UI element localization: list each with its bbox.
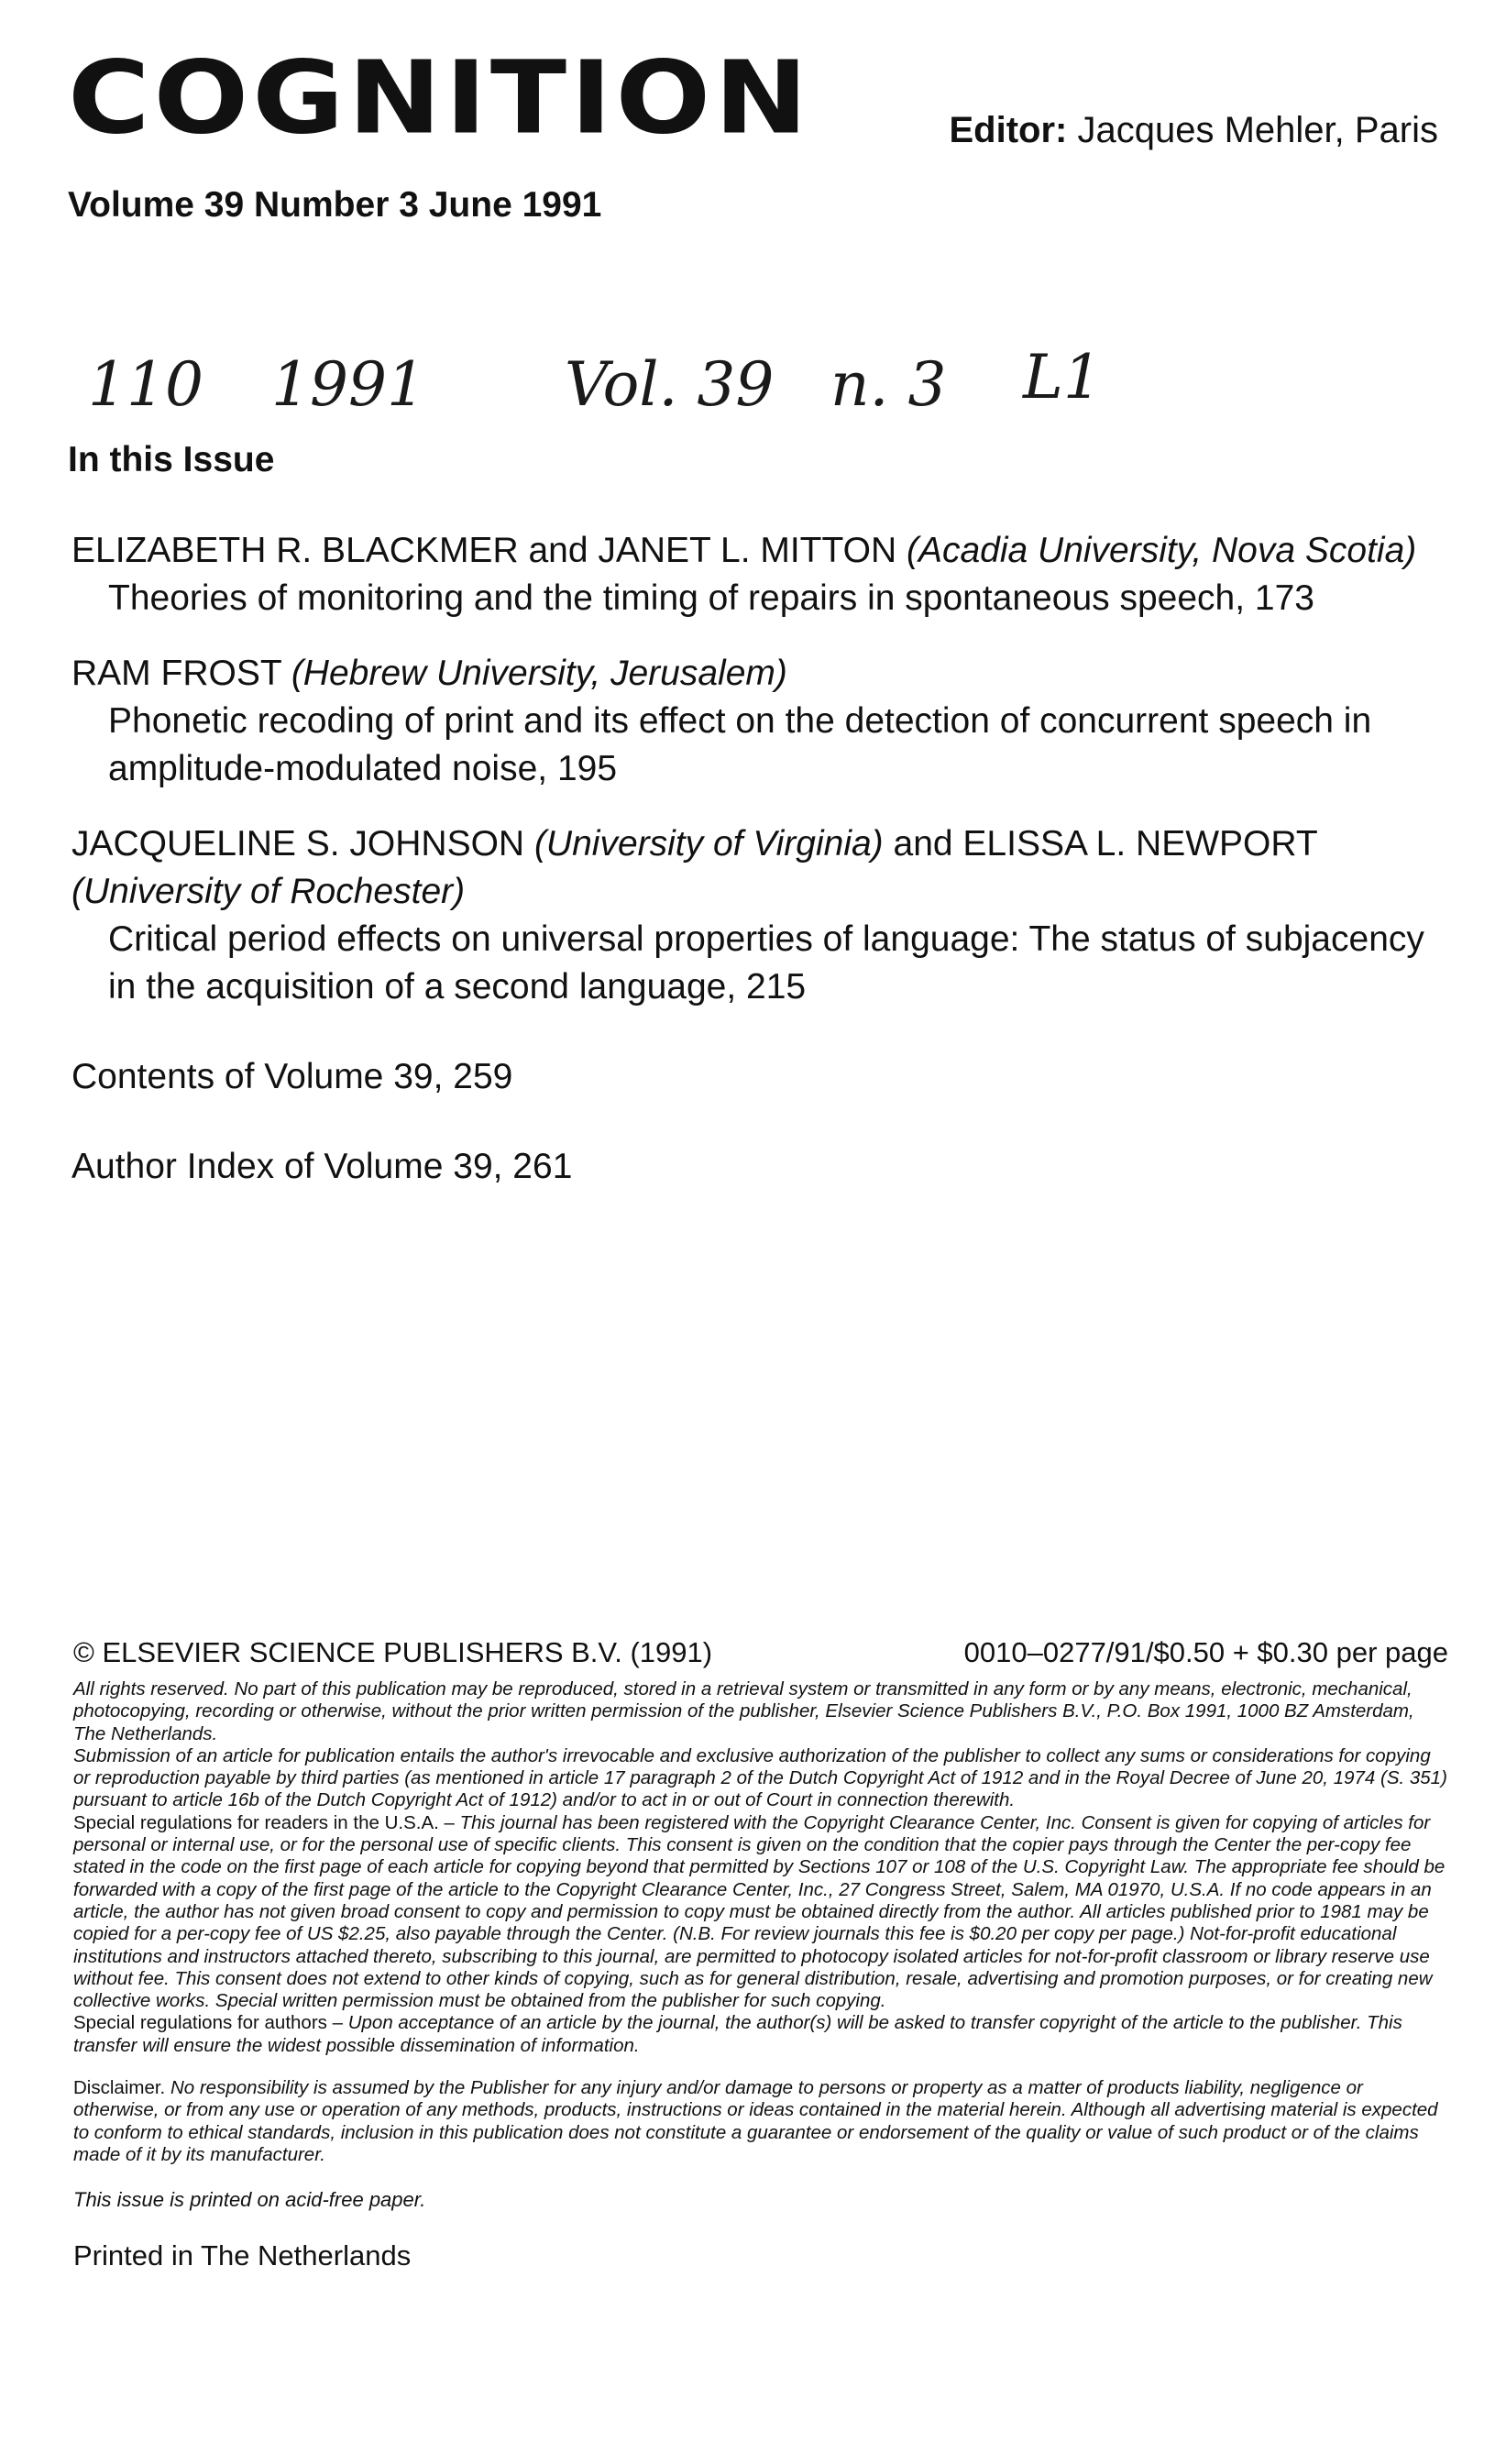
article-entry bbox=[71, 650, 1446, 793]
author-affiliation: (University of Rochester) bbox=[71, 872, 466, 911]
handwritten-volume: Vol. 39 bbox=[565, 349, 775, 420]
printed-in: Printed in The Netherlands bbox=[73, 2239, 412, 2272]
article-entry bbox=[71, 820, 1446, 1011]
usa-regulations-text: This journal has been registered with the Copyright Clearance Center, Inc. Consent is given for copying of articles for personal or internal use, or for the personal use of specific clients. This consent is given on the condition that the copier pays through the Center the per-copy fee stated in the code on the first page of each article for copying beyond that permitted by Sections 107 or 108 of the U.S. Copyright Law. The appropriate fee should be forwarded with a copy of the first page of the article to the Copyright Clearance Center, Inc., 27 Congress Street, Salem, MA 01970, U.S.A. If no code appears in an article, the author has not given broad consent to copy and permission to copy must be obtained directly from the author. All articles published prior to 1981 may be copied for a per-copy fee of US $2.25, also payable through the Center. (N.B. For review journals this fee is $0.20 per copy per page.) Not-for-profit educational institutions and instructors attached thereto, subscribing to this journal, are permitted to photocopy isolated articles for not-for-profit classroom or library reserve use without fee. This consent does not extend to other kinds of copying, such as for general distribution, resale, advertising and promotion purposes, or for creating new collective works. Special written permission must be obtained from the publisher for such copying. bbox=[73, 1811, 1446, 2012]
journal-logo: COGNITION bbox=[68, 39, 812, 157]
article-entry bbox=[71, 527, 1446, 622]
article-title: Phonetic recoding of print and its effect on the detection of concurrent speech in amplitude-modulated noise, 195 bbox=[108, 701, 1372, 788]
table-of-contents bbox=[71, 527, 1446, 1233]
submission-statement: Submission of an article for publication entails the author's irrevocable and exclusive authorization of the publisher to collect any sums or considerations for copying or reproduction payable by third parties (as mentioned in article 17 paragraph 2 of the Dutch Copyright Act of 1912 and in the Royal Decree of June 20, 1974 (S. 351) pursuant to article 16b of the Dutch Copyright Act of 1912) and/or to act in or out of Court in connection therewith. bbox=[73, 1744, 1447, 1811]
author-names: RAM FROST bbox=[71, 654, 281, 693]
handwritten-year: 1991 bbox=[271, 349, 425, 420]
usa-regulations-label: Special regulations for readers in the U.S.A. – bbox=[73, 1811, 455, 1833]
copyright-line bbox=[73, 1636, 1448, 1669]
author-affiliation: (Acadia University, Nova Scotia) bbox=[906, 531, 1417, 570]
article-title: Critical period effects on universal properties of language: The status of subjacency in the acquisition of a second language, 215 bbox=[108, 919, 1424, 1006]
contents-line: Contents of Volume 39, 259 bbox=[71, 1057, 513, 1096]
rights-statement: All rights reserved. No part of this publication may be reproduced, stored in a retrieval system or transmitted in any form or by any means, electronic, mechanical, photocopying, recording or otherwise, without the prior written permission of the publisher, Elsevier Science Publishers B.V., P.O. Box 1991, 1000 BZ Amsterdam, The Netherlands. bbox=[73, 1678, 1414, 1744]
article-title: Theories of monitoring and the timing of repairs in spontaneous speech, 173 bbox=[108, 578, 1314, 618]
article-authors bbox=[71, 527, 1446, 575]
article-authors bbox=[71, 650, 1446, 698]
disclaimer-label: Disclaimer. bbox=[73, 2077, 166, 2099]
author-index-line: Author Index of Volume 39, 261 bbox=[71, 1147, 573, 1186]
author-regulations bbox=[73, 2012, 1448, 2057]
handwritten-code: L1 bbox=[1023, 342, 1102, 412]
handwritten-annotation bbox=[88, 334, 1188, 434]
copyright-notice: © ELSEVIER SCIENCE PUBLISHERS B.V. (1991) bbox=[73, 1636, 713, 1668]
acid-free-note: This issue is printed on acid-free paper. bbox=[73, 2188, 426, 2212]
editor-line bbox=[949, 110, 1438, 151]
author-names: ELIZABETH R. BLACKMER and JANET L. MITTON bbox=[71, 531, 897, 570]
author-regulations-text: Upon acceptance of an article by the journal, the author(s) will be asked to transfer copyright of the article to the publisher. This transfer will ensure the widest possible dissemination of information. bbox=[73, 2012, 1402, 2056]
editor-name: Jacques Mehler, Paris bbox=[1077, 110, 1438, 150]
author-affiliation: (Hebrew University, Jerusalem) bbox=[291, 654, 787, 693]
volume-line: Volume 39 Number 3 June 1991 bbox=[68, 185, 602, 225]
fee-code: 0010–0277/91/$0.50 + $0.30 per page bbox=[963, 1636, 1448, 1668]
disclaimer-text: No responsibility is assumed by the Publisher for any injury and/or damage to persons or property as a matter of products liability, negligence or otherwise, or from any use or operation of any methods, products, instructions or ideas contained in the material herein. Although all advertising material is expected to conform to ethical standards, inclusion in this publication does not constitute a guarantee or endorsement of the quality or value of such product or of the claims made of it by its manufacturer. bbox=[73, 2077, 1438, 2165]
author-names: JACQUELINE S. JOHNSON bbox=[71, 824, 525, 864]
article-authors bbox=[71, 820, 1446, 916]
author-affiliation: (University of Virginia) bbox=[533, 824, 884, 864]
disclaimer bbox=[73, 2077, 1448, 2166]
author-regulations-label: Special regulations for authors – bbox=[73, 2012, 344, 2034]
legal-footer bbox=[73, 1636, 1448, 2272]
handwritten-issue: n. 3 bbox=[830, 349, 947, 420]
handwritten-number: 110 bbox=[88, 349, 203, 420]
author-names: and ELISSA L. NEWPORT bbox=[893, 824, 1317, 864]
usa-regulations bbox=[73, 1812, 1448, 2013]
section-heading: In this Issue bbox=[68, 440, 275, 479]
editor-label: Editor: bbox=[949, 110, 1068, 150]
